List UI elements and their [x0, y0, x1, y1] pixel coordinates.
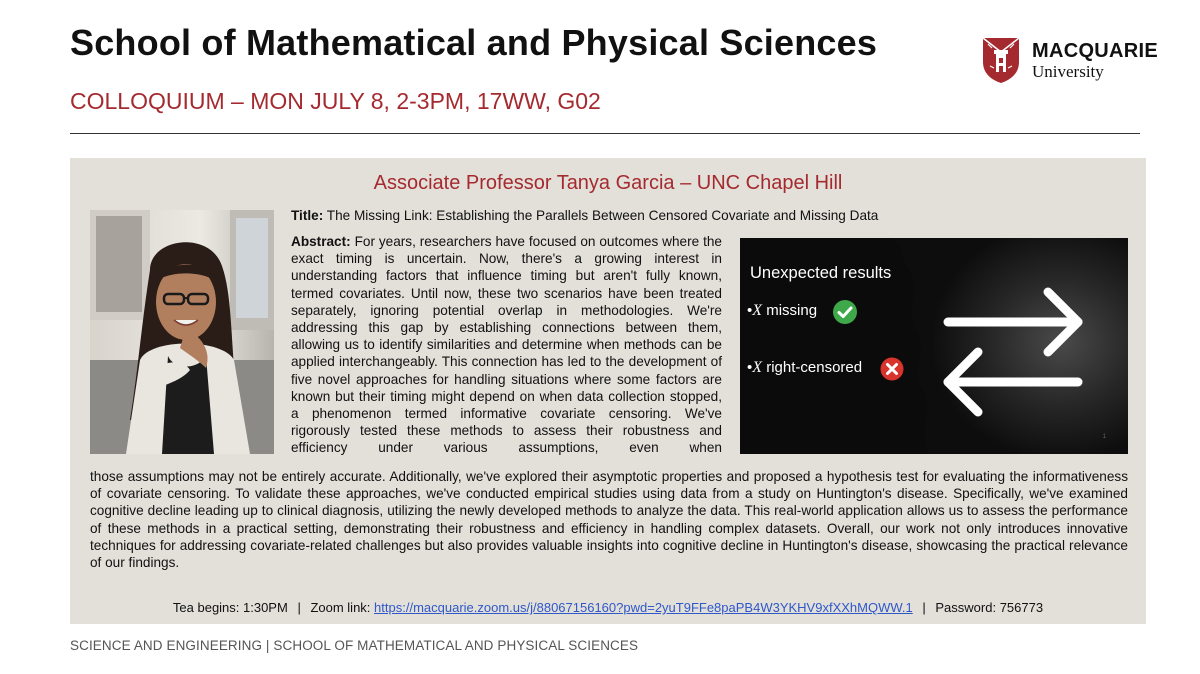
variable-x: X	[752, 359, 763, 376]
abstract-text-1: For years, researchers have focused on outcomes where the exact timing is uncertain. Now, there's a growing interest in understanding factors that influence timing but aren't fully known, termed covariates. Until now, these two scenarios have been treated separately, ignoring potential overlap in methodologies. We're addressing this gap by establishing connections between them, allowing us to identify similarities and determine when methods can be applied interchangeably. This connection has led to the development of five novel approaches for handling situations where some factors are known but their timing might depend on when data collection stopped, a phenomenon termed informative covariate censoring. We've rigorously tested these methods to assess their robustness and efficiency under various assumptions, even when	[291, 234, 722, 456]
separator: |	[297, 600, 301, 615]
slide-item-missing	[747, 302, 817, 320]
zoom-label: Zoom link:	[310, 600, 371, 615]
cross-icon	[880, 357, 904, 381]
variable-x: X	[752, 302, 763, 319]
speaker-name: Associate Professor Tanya Garcia – UNC Chapel Hill	[373, 172, 843, 194]
slide-item-missing-text: missing	[766, 302, 818, 319]
colloquium-subtitle: COLLOQUIUM – MON JULY 8, 2-3PM, 17WW, G02	[70, 88, 601, 114]
title-text: The Missing Link: Establishing the Parallels Between Censored Covariate and Missing Data	[326, 208, 879, 223]
header-divider	[70, 133, 1140, 134]
talk-title	[291, 208, 878, 223]
slide-preview	[740, 238, 1128, 454]
macquarie-logo	[980, 36, 1159, 84]
page-title: School of Mathematical and Physical Sciences	[70, 22, 878, 63]
bullet: •	[747, 359, 753, 376]
tea-time: Tea begins: 1:30PM	[172, 600, 288, 615]
abstract-part-1	[291, 233, 722, 457]
bullet: •	[747, 302, 753, 319]
slide-page-number: 1	[1102, 434, 1106, 440]
swap-arrows-icon	[928, 278, 1098, 418]
check-icon	[832, 299, 858, 325]
logo-subword: University	[1032, 62, 1104, 81]
logistics-line	[70, 600, 1146, 615]
macquarie-crest-icon	[980, 36, 1022, 84]
colloquium-panel	[70, 158, 1146, 624]
zoom-link[interactable]: https://macquarie.zoom.us/j/88067156160?pwd=2yuT9FFe8paPB4W3YKHV9xfXXhMQWW.1	[374, 600, 913, 615]
zoom-password: Password: 756773	[935, 600, 1044, 615]
title-label: Title:	[291, 208, 324, 223]
speaker-portrait-image	[90, 210, 274, 454]
separator: |	[922, 600, 926, 615]
slide-item-censored-text: right-censored	[766, 359, 863, 376]
slide-heading: Unexpected results	[750, 264, 892, 282]
logo-wordmark: MACQUARIE	[1032, 40, 1159, 62]
speaker-photo	[90, 210, 274, 454]
footer-text: SCIENCE AND ENGINEERING | SCHOOL OF MATHEMATICAL AND PHYSICAL SCIENCES	[70, 638, 639, 653]
slide-item-right-censored	[747, 359, 862, 377]
abstract-part-2: those assumptions may not be entirely accurate. Additionally, we've explored their asymptotic properties and proposed a hypothesis test for evaluating the informativeness of covariate censoring. To validate these approaches, we've conducted empirical studies using data from a study on Huntington's disease. Specifically, we've examined cognitive decline leading up to clinical diagnosis, utilizing the newly developed methods to analyze the data. This real-world application allows us to assess the performance of these methods in a practical setting, demonstrating their robustness and efficiency in handling complex datasets. Overall, our work not only introduces innovative techniques for addressing covariate-related challenges but also provides valuable insights into cognitive decline in Huntington's disease, showcasing the practical relevance of our findings.	[90, 469, 1128, 571]
abstract-label: Abstract:	[291, 234, 351, 249]
